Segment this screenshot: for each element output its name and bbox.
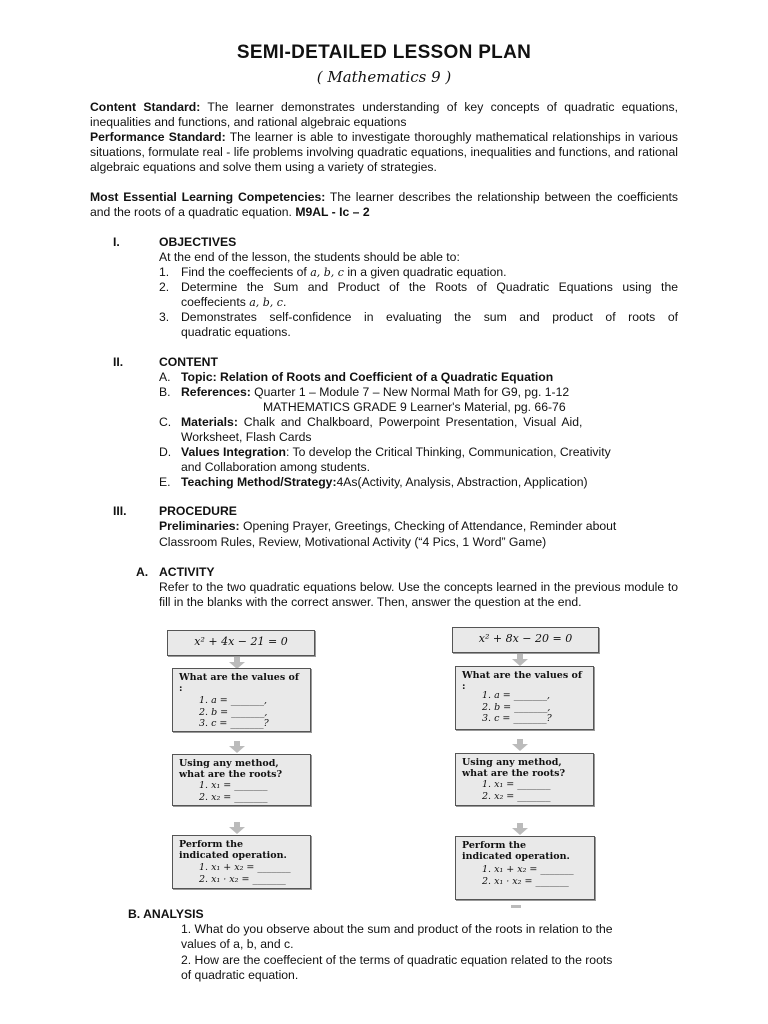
method-label: Teaching Method/Strategy:	[181, 475, 337, 489]
materials-text: Chalk and Chalkboard, Powerpoint Presentation, Visual Aid,	[237, 415, 583, 429]
left-arrow-2	[229, 746, 245, 753]
left-roots-heading: Using any method, what are the roots?	[179, 758, 283, 780]
content-standard-text: The learner demonstrates understanding of key concepts of quadratic equations, inequalities and functions, and rational algebraic equations	[90, 100, 679, 129]
content-references	[159, 385, 570, 400]
values-label: Values Integration	[181, 445, 286, 459]
left-ops-box	[172, 835, 311, 889]
content-number: II.	[113, 355, 124, 369]
procedure-heading: PROCEDURE	[159, 504, 237, 518]
left-values-box	[172, 668, 311, 732]
analysis-heading: B. ANALYSIS	[128, 907, 204, 921]
performance-standard	[90, 130, 678, 175]
objective-2-line1: Determine the Sum and Product of the Roots of Quadratic Equations using the	[181, 280, 678, 294]
left-root-1: 1. x₁ = _______	[199, 780, 268, 791]
references-line2: MATHEMATICS GRADE 9 Learner's Material, pg. 66-76	[263, 400, 566, 414]
objectives-heading: OBJECTIVES	[159, 235, 237, 249]
analysis-q2: 2. How are the coeffecient of the terms of quadratic equation related to the roots	[181, 953, 613, 967]
preliminaries	[159, 519, 616, 534]
left-ops-heading: Perform the indicated operation.	[179, 839, 287, 861]
content-topic	[159, 370, 554, 385]
left-equation: x² + 4x − 21 = 0	[194, 635, 288, 648]
objective-1	[159, 265, 507, 280]
right-roots-heading: Using any method, what are the roots?	[462, 757, 566, 779]
analysis-q1: 1. What do you observe about the sum and product of the roots in relation to the	[181, 922, 613, 936]
content-b-num: B.	[159, 385, 171, 399]
right-root-2: 2. x₂ = _______	[482, 791, 551, 802]
method-text: 4As(Activity, Analysis, Abstraction, Application)	[336, 475, 588, 489]
melc	[90, 190, 678, 220]
objective-1-text-b: in a given quadratic equation.	[343, 265, 507, 279]
analysis-q1-line2: values of a, b, and c.	[181, 937, 294, 951]
content-topic-text: Topic: Relation of Roots and Coefficient of a Quadratic Equation	[181, 370, 554, 384]
references-text: Quarter 1 – Module 7 – New Normal Math for G9, pg. 1-12	[250, 385, 570, 399]
left-root-2: 2. x₂ = _______	[199, 792, 268, 803]
objective-2	[159, 280, 678, 295]
right-arrow-1	[512, 659, 528, 666]
content-materials	[159, 415, 583, 430]
objective-1-num: 1.	[159, 265, 170, 279]
left-arrow-3	[229, 827, 245, 834]
right-op-sum: 1. x₁ + x₂ = _______	[482, 864, 574, 875]
melc-text: The learner describes the relationship between the coefficients and the roots of a quadratic equation.	[90, 190, 678, 219]
objective-3-line2: quadratic equations.	[181, 325, 291, 339]
procedure-number: III.	[113, 504, 127, 518]
page-subtitle: ( Mathematics 9 )	[316, 68, 452, 86]
objective-2-num: 2.	[159, 280, 170, 294]
right-equation-box	[452, 627, 599, 653]
right-ops-box	[455, 836, 595, 900]
content-c-num: C.	[159, 415, 172, 429]
left-equation-box	[167, 630, 315, 656]
right-value-b: 2. b = _______,	[482, 702, 551, 713]
references-label: References:	[181, 385, 251, 399]
performance-standard-label: Performance Standard:	[90, 130, 226, 144]
right-arrow-stub	[511, 905, 521, 908]
objectives-intro: At the end of the lesson, the students should be able to:	[159, 250, 460, 264]
objectives-number: I.	[113, 235, 120, 249]
content-heading: CONTENT	[159, 355, 218, 369]
content-method	[159, 475, 588, 490]
left-values-heading: What are the values of :	[179, 672, 299, 694]
left-op-product: 2. x₁ · x₂ = _______	[199, 874, 286, 885]
right-roots-box	[455, 753, 594, 806]
materials-line2: Worksheet, Flash Cards	[181, 430, 312, 444]
objective-2-line2-text: coeffecients	[181, 295, 250, 309]
right-equation: x² + 8x − 20 = 0	[478, 632, 573, 645]
values-line2: and Collaboration among students.	[181, 460, 371, 474]
analysis-q2-line2: of quadratic equation.	[181, 968, 299, 982]
right-value-c: 3. c = _______?	[482, 713, 552, 724]
content-e-num: E.	[159, 475, 171, 489]
objective-1-vars: a, b, c	[310, 266, 344, 279]
right-op-product: 2. x₁ · x₂ = _______	[482, 876, 569, 887]
objective-3-num: 3.	[159, 310, 170, 324]
objective-2-vars: a, b, c	[249, 296, 283, 309]
left-op-sum: 1. x₁ + x₂ = _______	[199, 862, 291, 873]
left-value-b: 2. b = _______,	[199, 707, 268, 718]
activity-heading: ACTIVITY	[159, 565, 215, 579]
content-standard	[90, 100, 678, 130]
values-text: : To develop the Critical Thinking, Communication, Creativity	[285, 445, 611, 459]
melc-code: M9AL - Ic – 2	[295, 205, 370, 219]
right-ops-heading: Perform the indicated operation.	[462, 840, 570, 862]
right-values-box	[455, 666, 594, 730]
left-value-a: 1. a = _______,	[199, 695, 268, 706]
content-d-num: D.	[159, 445, 172, 459]
right-arrow-2	[512, 744, 528, 751]
right-values-heading: What are the values of :	[462, 670, 582, 692]
preliminaries-text: Opening Prayer, Greetings, Checking of Attendance, Reminder about	[239, 519, 617, 533]
content-a-num: A.	[159, 370, 171, 384]
right-value-a: 1. a = _______,	[482, 690, 551, 701]
preliminaries-line2: Classroom Rules, Review, Motivational Activity (“4 Pics, 1 Word” Game)	[159, 535, 547, 549]
materials-label: Materials:	[181, 415, 238, 429]
content-standard-label: Content Standard:	[90, 100, 201, 114]
activity-instructions: Refer to the two quadratic equations below. Use the concepts learned in the previous module to fill in the blanks with the correct answer. Then, answer the question at the end.	[159, 580, 678, 609]
left-roots-box	[172, 754, 311, 806]
objective-2-line2	[181, 295, 286, 310]
right-root-1: 1. x₁ = _______	[482, 779, 551, 790]
melc-label: Most Essential Learning Competencies:	[90, 190, 326, 204]
left-value-c: 3. c = _______?	[199, 718, 269, 729]
page-title: SEMI-DETAILED LESSON PLAN	[236, 42, 532, 63]
objective-1-text: Find the coeffecients of	[181, 265, 311, 279]
objective-2-tail: .	[282, 295, 287, 309]
preliminaries-label: Preliminaries:	[159, 519, 240, 533]
performance-standard-text: The learner is able to investigate thoroughly mathematical relationships in various situations, formulate real - life problems involving quadratic equations, inequalities and functions, and rational algebraic equations and solve them using a variety of strategies.	[90, 130, 679, 174]
objective-3	[159, 310, 678, 325]
activity-letter: A.	[136, 565, 149, 579]
objective-3-line1: Demonstrates self-confidence in evaluating the sum and product of roots of	[181, 310, 678, 324]
content-values	[159, 445, 611, 460]
right-arrow-3	[512, 828, 528, 835]
